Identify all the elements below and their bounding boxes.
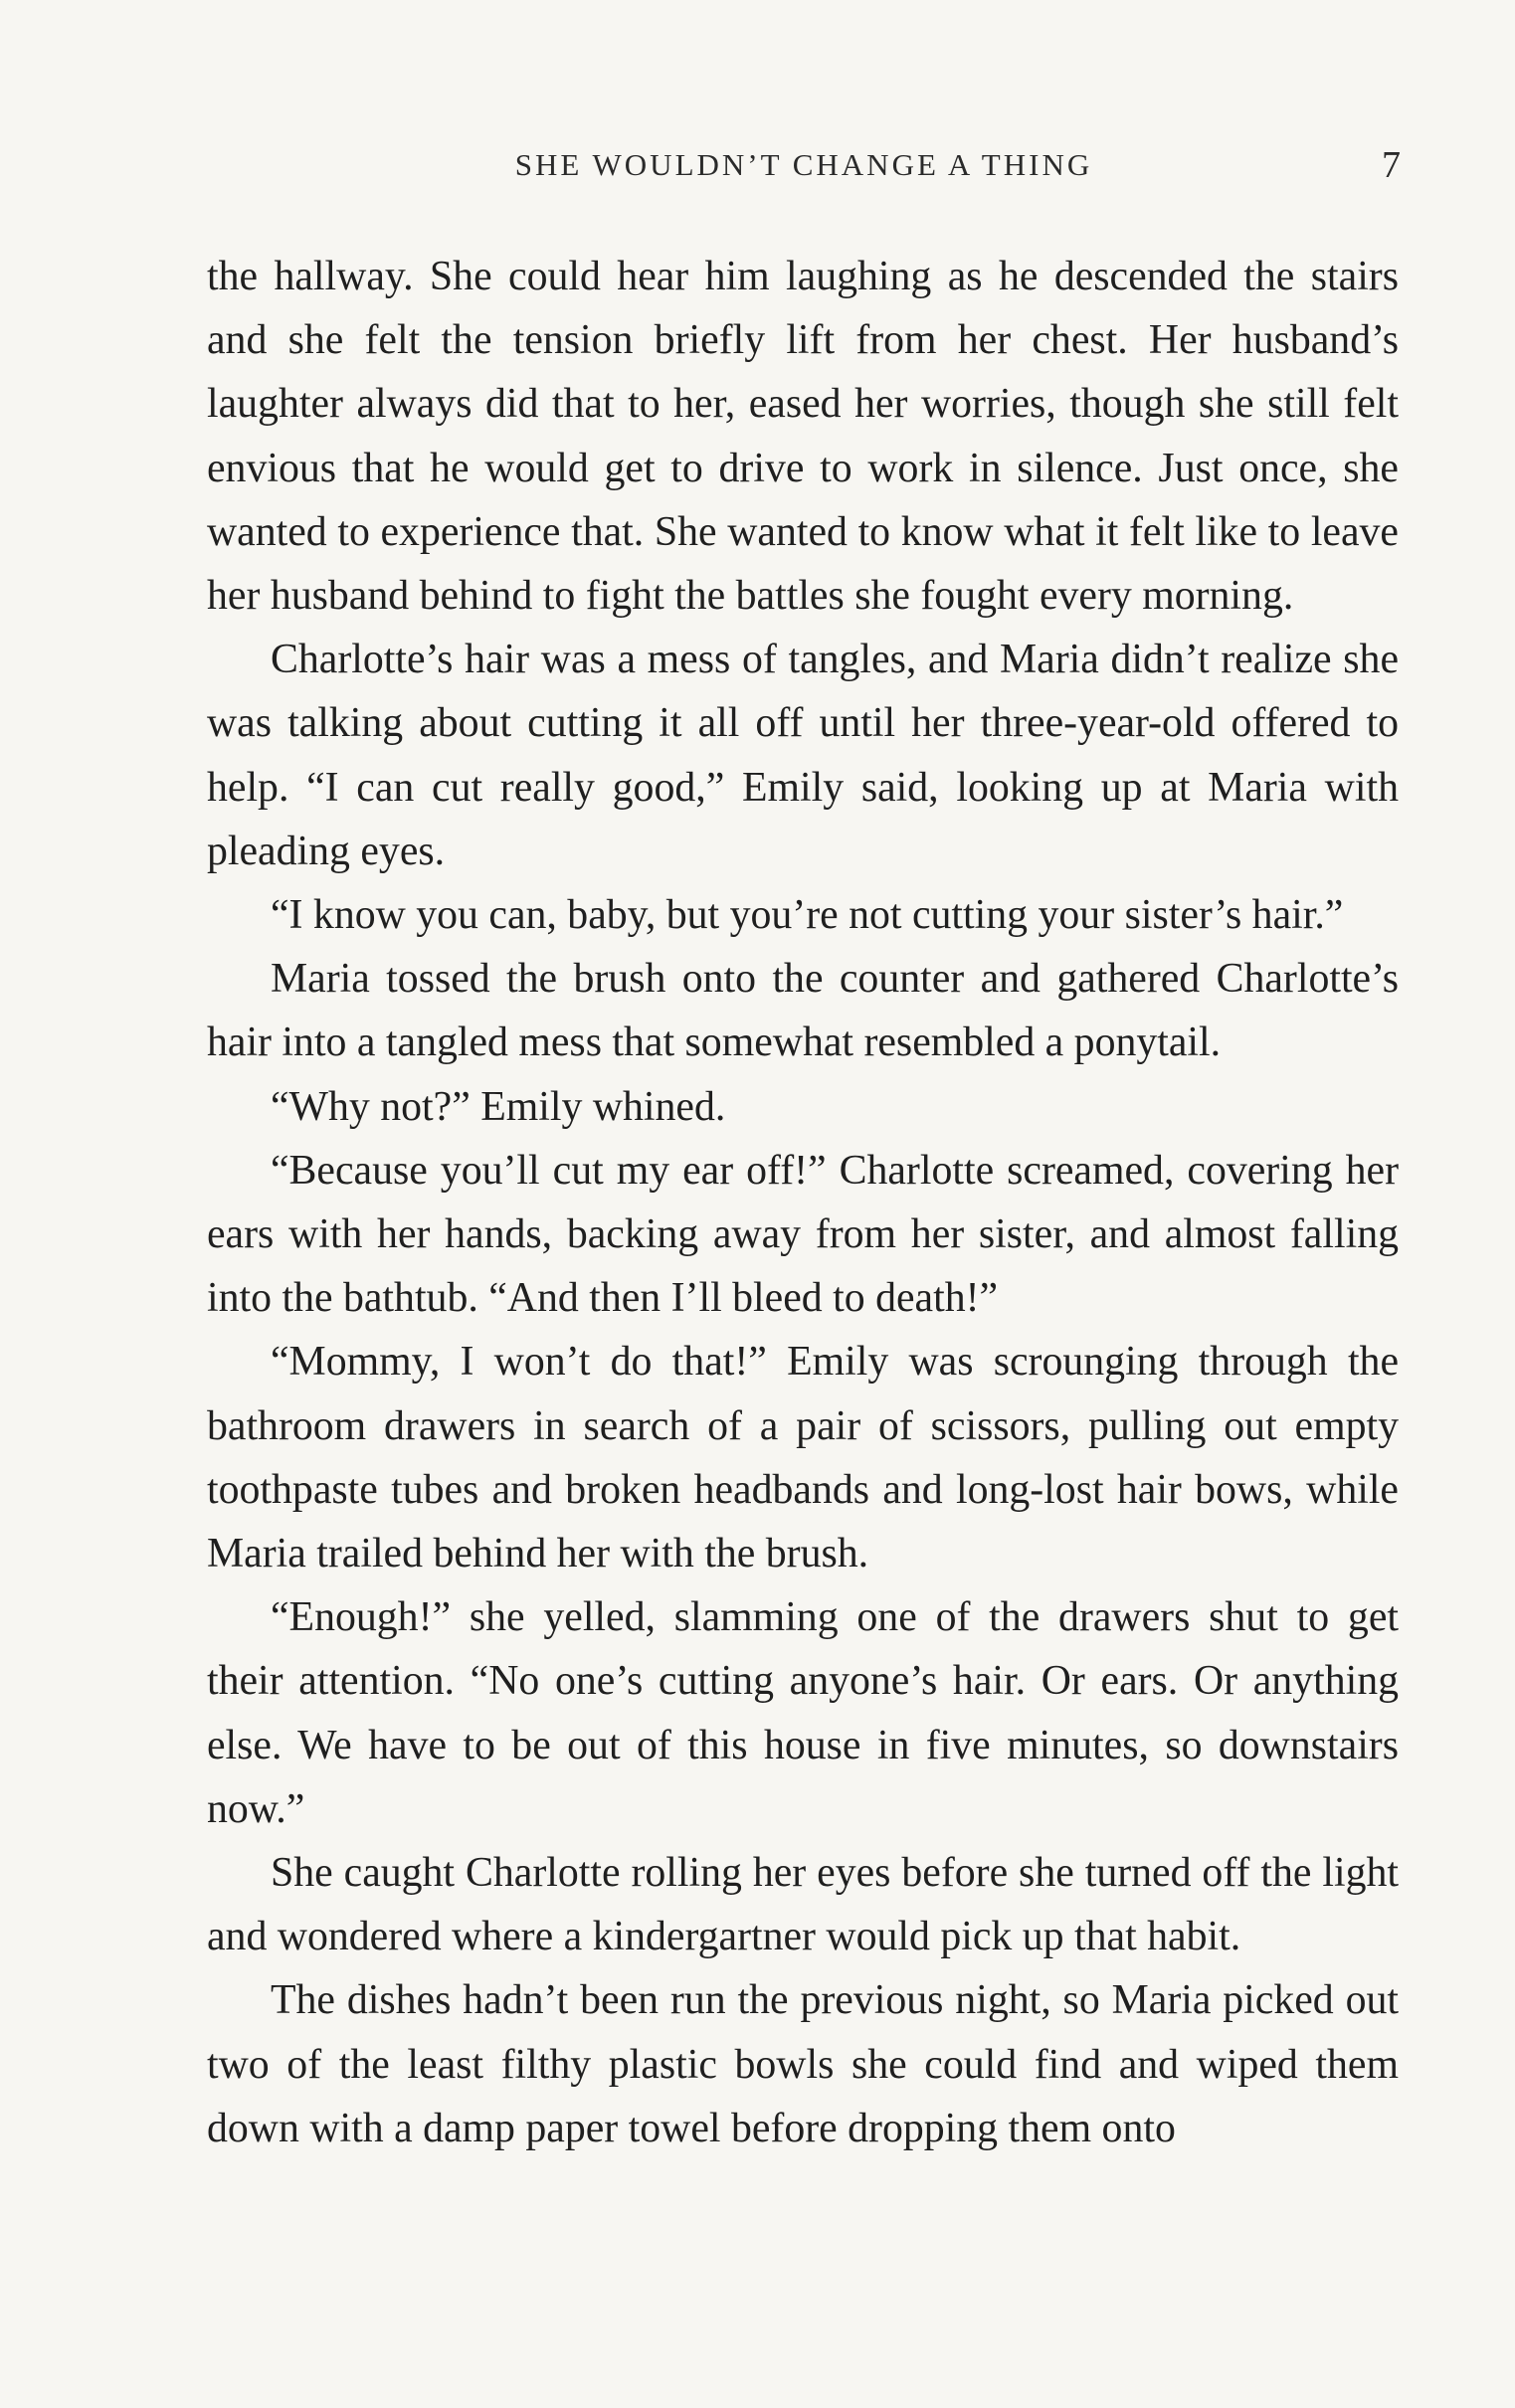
paragraph-6: “Because you’ll cut my ear off!” Charlotte screamed, covering her ears with her hands, backing away from her sister, and almost falling into the bathtub. “And then I’ll bleed to death!” bbox=[207, 1147, 1399, 1322]
paragraph-10: The dishes hadn’t been run the previous night, so Maria picked out two of the least filthy plastic bowls she could find and wiped them down with a damp paper towel before dropping them onto bbox=[207, 1977, 1399, 2151]
paragraph-9: She caught Charlotte rolling her eyes before she turned off the light and wondered where a kindergartner would pick up that habit. bbox=[207, 1850, 1399, 1960]
paragraph-7: “Mommy, I won’t do that!” Emily was scrounging through the bathroom drawers in search of a pair of scissors, pulling out empty toothpaste tubes and broken headbands and long-lost hair bows, while Maria trailed behind her with the brush. bbox=[207, 1339, 1399, 1577]
running-head bbox=[207, 144, 1401, 191]
body-text bbox=[207, 245, 1399, 2160]
paragraph-8: “Enough!” she yelled, slamming one of the drawers shut to get their attention. “No one’s cutting anyone’s hair. Or ears. Or anything else. We have to be out of this house in five minutes, so downstairs now.” bbox=[207, 1594, 1399, 1832]
paragraph-2: Charlotte’s hair was a mess of tangles, and Maria didn’t realize she was talking about cutting it all off until her three-year-old offered to help. “I can cut really good,” Emily said, looking up at Maria with pleading eyes. bbox=[207, 637, 1399, 874]
paragraph-1: the hallway. She could hear him laughing as he descended the stairs and she felt the tension briefly lift from her chest. Her husband’s laughter always did that to her, eased her worries, though she still felt envious that he would get to drive to work in silence. Just once, she wanted to experience that. She wanted to know what it felt like to leave her husband behind to fight the battles she fought every morning. bbox=[207, 254, 1399, 620]
paragraph-4: Maria tossed the brush onto the counter and gathered Charlotte’s hair into a tangled mess that somewhat resembled a ponytail. bbox=[207, 956, 1399, 1066]
paragraph-3: “I know you can, baby, but you’re not cutting your sister’s hair.” bbox=[271, 892, 1344, 939]
running-title: SHE WOULDN’T CHANGE A THING bbox=[514, 147, 1093, 182]
paragraph-5: “Why not?” Emily whined. bbox=[271, 1083, 726, 1130]
page-number: 7 bbox=[1382, 144, 1401, 186]
